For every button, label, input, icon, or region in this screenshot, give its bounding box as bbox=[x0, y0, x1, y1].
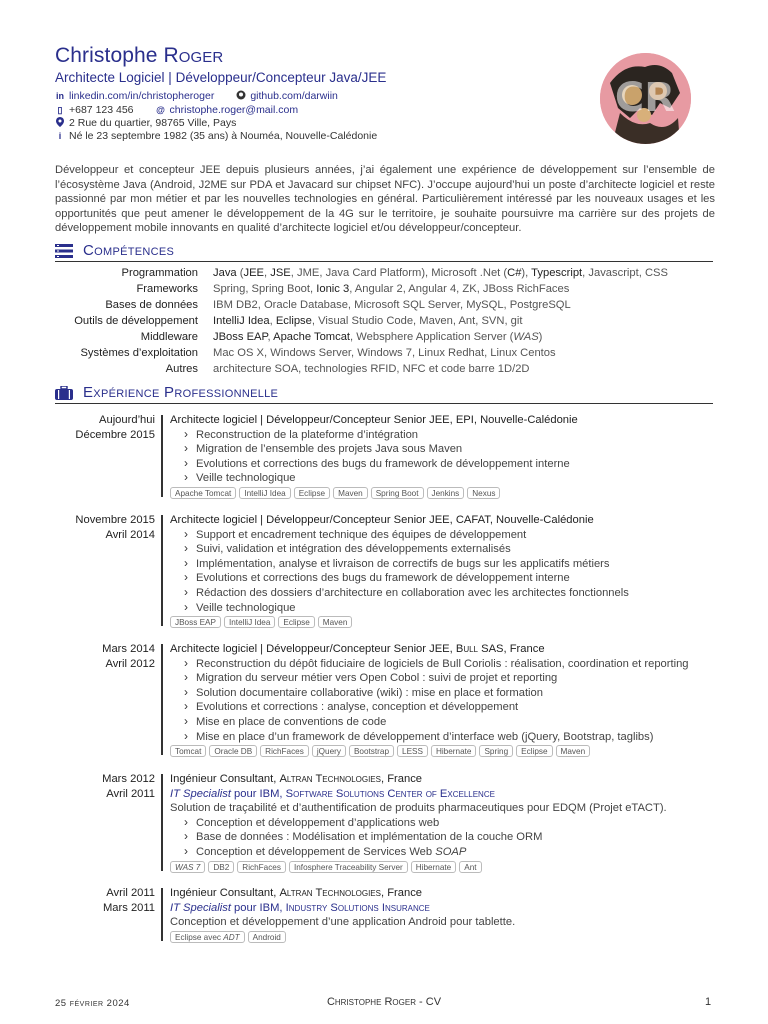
tech-tag: DB2 bbox=[208, 861, 234, 873]
tech-tag: RichFaces bbox=[237, 861, 286, 873]
skill-label: Outils de développement bbox=[74, 315, 198, 327]
tech-tag: Infosphere Traceability Server bbox=[289, 861, 408, 873]
last-name: Roger bbox=[163, 44, 224, 67]
job-task: › Mise en place de conventions de code bbox=[170, 715, 715, 730]
tech-tag: Spring Boot bbox=[371, 487, 424, 499]
contact-birth-line bbox=[55, 129, 377, 143]
job-date-start: Mars 2011 bbox=[102, 902, 155, 914]
skill-label: Frameworks bbox=[136, 283, 198, 295]
job-description: Conception et développement d’une application Android pour tablette. bbox=[170, 916, 516, 929]
job-tags bbox=[170, 861, 715, 873]
job-body bbox=[170, 513, 715, 628]
address: 2 Rue du quartier, 98765 Ville, Pays bbox=[69, 117, 237, 129]
skill-row bbox=[55, 361, 715, 377]
tech-tag: Apache Tomcat bbox=[170, 487, 236, 499]
job-body bbox=[170, 642, 715, 757]
footer-date: 25 février 2024 bbox=[55, 998, 130, 1009]
job-task: › Reconstruction de la plateforme d’intégration bbox=[170, 428, 715, 443]
contact-address-line bbox=[55, 116, 236, 130]
tech-tag: Tomcat bbox=[170, 745, 206, 757]
job-dates bbox=[55, 642, 155, 672]
skill-row bbox=[55, 313, 715, 329]
tech-tag: Eclipse avec ADT bbox=[170, 931, 245, 943]
job-tags bbox=[170, 931, 715, 943]
footer-title: Christophe Roger - CV bbox=[326, 996, 442, 1008]
job-task: › Rédaction des dossiers d’architecture en collaboration avec les architectes fonctionnels bbox=[170, 586, 715, 601]
job-date-end: Novembre 2015 bbox=[75, 514, 155, 526]
job-task: › Migration du serveur métier vers Open Cobol : suivi de projet et reporting bbox=[170, 671, 715, 686]
tech-tag: JBoss EAP bbox=[170, 616, 221, 628]
job-task: › Suivi, validation et intégration des développements externalisés bbox=[170, 542, 715, 557]
list-icon bbox=[55, 244, 73, 258]
phone-number: +687 123 456 bbox=[69, 104, 134, 116]
job-task: › Conception et développement d’applications web bbox=[170, 816, 715, 831]
at-icon: @ bbox=[156, 105, 165, 115]
timeline-bar bbox=[161, 774, 163, 871]
job-task: › Veille technologique bbox=[170, 471, 715, 486]
tech-tag: Eclipse bbox=[294, 487, 330, 499]
skill-label: Middleware bbox=[140, 331, 198, 343]
job-body bbox=[170, 772, 715, 873]
tech-tag: Oracle DB bbox=[209, 745, 257, 757]
profile-summary: Développeur et concepteur JEE depuis plusieurs années, j’ai également une expérience de développement sur l’ensemble de l’écosystème Java (Android, J2ME sur PDA et Javacard sur chipset NFC). J’occupe aujourd’hui un poste d’architecte logiciel et reste passionné par mon métier et par les nouvelles technologies en général. Particulièrement intéressé par les nouveaux usages et les opportunités que peut amener le développement de la 4G sur le territoire, je souhaite poursuivre ma carrière sur des projets de développement mobile innovants en qualité d’architecte logiciel et/ou développeur/concepteur. bbox=[55, 164, 715, 235]
tech-tag: Maven bbox=[318, 616, 353, 628]
birth-info: Né le 23 septembre 1982 (35 ans) à Nouméa, Nouvelle-Calédonie bbox=[69, 130, 378, 142]
skill-values: Java (JEE, JSE, JME, Java Card Platform), Microsoft .Net (C#), Typescript, Javascript, CSS bbox=[213, 267, 668, 279]
job-title: Architecte logiciel | Développeur/Concepteur Senior JEE, EPI, Nouvelle-Calédonie bbox=[170, 414, 578, 426]
tech-tag: Maven bbox=[333, 487, 368, 499]
timeline-bar bbox=[161, 644, 163, 755]
candidate-name bbox=[55, 44, 223, 68]
job-date-start: Avril 2011 bbox=[106, 788, 155, 800]
skill-label: Autres bbox=[165, 363, 198, 375]
tech-tag: Nexus bbox=[467, 487, 500, 499]
github-link[interactable]: github.com/darwiin bbox=[250, 90, 338, 102]
job-dates bbox=[55, 772, 155, 802]
skill-values: JBoss EAP, Apache Tomcat, Websphere Application Server (WAS) bbox=[213, 331, 543, 343]
skill-row bbox=[55, 281, 715, 297]
tech-tag: Hibernate bbox=[431, 745, 477, 757]
tech-tag: LESS bbox=[397, 745, 428, 757]
job-tasks bbox=[170, 428, 715, 486]
tech-tag: jQuery bbox=[312, 745, 346, 757]
job-task: › Conception et développement de Services Web SOAP bbox=[170, 845, 715, 860]
skills-section-header bbox=[55, 242, 713, 262]
tech-tag: Android bbox=[248, 931, 286, 943]
job-date-end: Mars 2014 bbox=[102, 643, 155, 655]
job-task: › Mise en place d’un framework de développement d’interface web (jQuery, Bootstrap, taglibs) bbox=[170, 730, 715, 745]
experience-section-header bbox=[55, 384, 713, 404]
tech-tag: Maven bbox=[556, 745, 591, 757]
page-number: 1 bbox=[705, 996, 712, 1008]
job-date-end: Aujourd’hui bbox=[99, 414, 155, 426]
skills-title: Compétences bbox=[83, 242, 175, 259]
map-marker-icon bbox=[55, 117, 65, 129]
job-title: Architecte Logiciel | Développeur/Concepteur Java/JEE bbox=[55, 70, 387, 85]
job-date-start: Avril 2012 bbox=[105, 658, 155, 670]
job-date-start: Avril 2014 bbox=[105, 529, 155, 541]
timeline-bar bbox=[161, 888, 163, 941]
skill-label: Programmation bbox=[121, 267, 198, 279]
tech-tag: Bootstrap bbox=[349, 745, 394, 757]
tech-tag: Eclipse bbox=[516, 745, 552, 757]
job-tags bbox=[170, 745, 715, 757]
first-name: Christophe bbox=[55, 44, 158, 67]
skill-label: Bases de données bbox=[105, 299, 198, 311]
job-dates bbox=[55, 413, 155, 443]
skill-values: Spring, Spring Boot, Ionic 3, Angular 2, Angular 4, ZK, JBoss RichFaces bbox=[213, 283, 570, 295]
job-task: › Migration de l’ensemble des projets Java sous Maven bbox=[170, 442, 715, 457]
job-tasks bbox=[170, 816, 715, 860]
experience-title: Expérience Professionnelle bbox=[83, 384, 279, 401]
tech-tag: Jenkins bbox=[427, 487, 465, 499]
job-title: Architecte logiciel | Développeur/Concepteur Senior JEE, CAFAT, Nouvelle-Calédonie bbox=[170, 514, 594, 526]
timeline-bar bbox=[161, 515, 163, 626]
job-task: › Implémentation, analyse et livraison de correctifs de bugs sur les applicatifs métiers bbox=[170, 557, 715, 572]
tech-tag: Ant bbox=[459, 861, 481, 873]
job-dates bbox=[55, 513, 155, 543]
skill-row bbox=[55, 329, 715, 345]
phone-icon: ▯ bbox=[57, 104, 63, 115]
job-tasks bbox=[170, 528, 715, 616]
info-icon: i bbox=[58, 131, 62, 141]
skill-values: Mac OS X, Windows Server, Windows 7, Linux Redhat, Linux Centos bbox=[213, 347, 556, 359]
job-client: IT Specialist pour IBM, Industry Solutions Insurance bbox=[170, 901, 430, 914]
tech-tag: IntelliJ Idea bbox=[239, 487, 290, 499]
skills-table bbox=[55, 265, 715, 377]
tech-tag: RichFaces bbox=[260, 745, 309, 757]
github-icon bbox=[236, 90, 246, 102]
tech-tag: Eclipse bbox=[278, 616, 314, 628]
linkedin-icon: in bbox=[56, 91, 64, 101]
job-task: › Evolutions et corrections des bugs du framework de développement interne bbox=[170, 571, 715, 586]
job-title: Architecte logiciel | Développeur/Concepteur Senior JEE, Bull SAS, France bbox=[170, 643, 545, 655]
job-date-end: Mars 2012 bbox=[102, 773, 155, 785]
skill-row bbox=[55, 345, 715, 361]
job-task: › Solution documentaire collaborative (wiki) : mise en place et formation bbox=[170, 686, 715, 701]
timeline-bar bbox=[161, 415, 163, 497]
job-tags bbox=[170, 487, 715, 499]
job-title: Ingénieur Consultant, Altran Technologies, France bbox=[170, 773, 423, 785]
email-link[interactable]: christophe.roger@mail.com bbox=[169, 104, 299, 116]
job-date-end: Avril 2011 bbox=[106, 887, 155, 899]
job-task: › Reconstruction du dépôt fiduciaire de logiciels de Bull Coriolis : réalisation, coordination et reporting bbox=[170, 657, 715, 672]
skill-values: IBM DB2, Oracle Database, Microsoft SQL Server, MySQL, PostgreSQL bbox=[213, 299, 571, 311]
job-task: › Evolutions et corrections : analyse, conception et développement bbox=[170, 700, 715, 715]
tech-tag: IntelliJ Idea bbox=[224, 616, 275, 628]
avatar bbox=[600, 53, 691, 144]
job-body bbox=[170, 413, 715, 499]
tech-tag: WAS 7 bbox=[170, 861, 205, 873]
job-date-start: Décembre 2015 bbox=[75, 429, 155, 441]
job-task: › Evolutions et corrections des bugs du framework de développement interne bbox=[170, 457, 715, 472]
job-task: › Support et encadrement technique des équipes de développement bbox=[170, 528, 715, 543]
contact-phone-line bbox=[55, 103, 298, 117]
skill-row bbox=[55, 297, 715, 313]
job-client: IT Specialist pour IBM, Software Solutions Center of Excellence bbox=[170, 787, 495, 800]
skill-label: Systèmes d’exploitation bbox=[80, 347, 198, 359]
skill-values: architecture SOA, technologies RFID, NFC et code barre 1D/2D bbox=[213, 363, 530, 375]
skill-row bbox=[55, 265, 715, 281]
job-task: › Base de données : Modélisation et implémentation de la couche ORM bbox=[170, 830, 715, 845]
job-task: › Veille technologique bbox=[170, 601, 715, 616]
job-tasks bbox=[170, 657, 715, 745]
tech-tag: Spring bbox=[479, 745, 513, 757]
tech-tag: Hibernate bbox=[411, 861, 457, 873]
job-tags bbox=[170, 616, 715, 628]
job-title: Ingénieur Consultant, Altran Technologies, France bbox=[170, 887, 423, 899]
skill-values: IntelliJ Idea, Eclipse, Visual Studio Code, Maven, Ant, SVN, git bbox=[213, 315, 523, 327]
svg-text:CR: CR bbox=[614, 75, 676, 121]
job-dates bbox=[55, 886, 155, 916]
linkedin-link[interactable]: linkedin.com/in/christopheroger bbox=[69, 90, 215, 102]
job-body bbox=[170, 886, 715, 943]
briefcase-icon bbox=[55, 386, 73, 400]
job-description: Solution de traçabilité et d’authentification de produits pharmaceutiques pour EDQM (Projet eTACT). bbox=[170, 802, 667, 815]
contact-web-line bbox=[55, 89, 338, 103]
